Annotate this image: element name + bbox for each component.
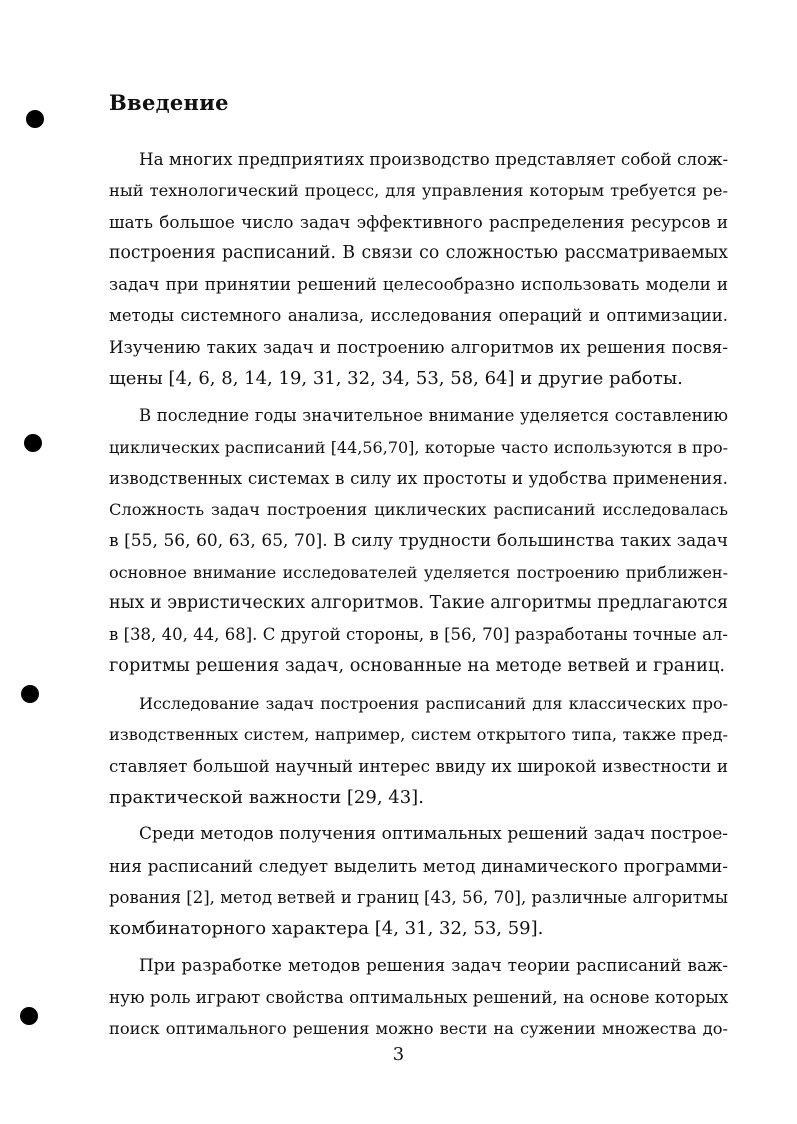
- binder-hole: [24, 434, 42, 452]
- text-line: горитмы решения задач, основанные на методе ветвей и границ.: [109, 655, 726, 676]
- binder-hole: [26, 110, 44, 128]
- text-line: в [38, 40, 44, 68]. С другой стороны, в [56, 70] разработаны точные ал-: [109, 625, 728, 645]
- binder-hole: [21, 685, 39, 703]
- text-line: ную роль играют свойства оптимальных решений, на основе которых: [109, 986, 729, 1007]
- text-line: основное внимание исследователей уделяется построению приближен-: [109, 562, 728, 582]
- text-line: циклических расписаний [44,56,70], которые часто используются в про-: [109, 437, 728, 457]
- text-line: построения расписаний. В связи со сложностью рассматриваемых: [109, 242, 728, 263]
- text-line: комбинаторного характера [4, 31, 32, 53, 59].: [109, 918, 544, 940]
- text-line: изводственных системах в силу их простоты и удобства применения.: [109, 467, 728, 488]
- text-line: задач при принятии решений целесообразно использовать модели и: [109, 274, 728, 295]
- text-line: В последние годы значительное внимание уделяется составлению: [139, 406, 728, 426]
- page-number: 3: [392, 1044, 405, 1065]
- text-line: На многих предприятиях производство представляет собой слож-: [139, 149, 729, 169]
- text-line: методы системного анализа, исследования операций и оптимизации.: [109, 306, 728, 326]
- paragraph: [109, 950, 728, 1044]
- text-line: ставляет большой научный интерес ввиду их широкой известности и: [109, 755, 728, 776]
- text-line: При разработке методов решения задач теории расписаний важ-: [139, 955, 728, 976]
- paragraph: [109, 688, 728, 813]
- section-heading: Введение: [109, 90, 229, 115]
- text-line: Среди методов получения оптимальных решений задач построе-: [139, 824, 728, 845]
- text-line: шать большое число задач эффективного распределения ресурсов и: [109, 211, 728, 232]
- binder-hole: [20, 1007, 38, 1025]
- body-text: [109, 144, 728, 1050]
- text-line: изводственных систем, например, систем открытого типа, также пред-: [109, 725, 728, 745]
- text-line: Исследование задач построения расписаний для классических про-: [139, 694, 728, 714]
- text-line: щены [4, 6, 8, 14, 19, 31, 32, 34, 53, 58, 64] и другие работы.: [109, 368, 683, 390]
- paragraph: [109, 400, 728, 682]
- text-line: поиск оптимального решения можно вести на сужении множества до-: [109, 1019, 728, 1039]
- text-line: ных и эвристических алгоритмов. Такие алгоритмы предлагаются: [109, 593, 729, 614]
- text-line: ный технологический процесс, для управления которым требуется ре-: [109, 181, 728, 201]
- paragraph: [109, 819, 728, 944]
- text-line: рования [2], метод ветвей и границ [43, 56, 70], различные алгоритмы: [109, 887, 728, 907]
- text-line: Изучению таких задач и построению алгоритмов их решения посвя-: [109, 336, 728, 357]
- text-line: Сложность задач построения циклических расписаний исследовалась: [109, 500, 728, 520]
- text-line: в [55, 56, 60, 63, 65, 70]. В силу трудности большинства таких задач: [109, 530, 728, 551]
- text-line: практической важности [29, 43].: [109, 786, 424, 808]
- paragraph: [109, 144, 728, 394]
- text-line: ния расписаний следует выделить метод динамического программи-: [109, 855, 728, 876]
